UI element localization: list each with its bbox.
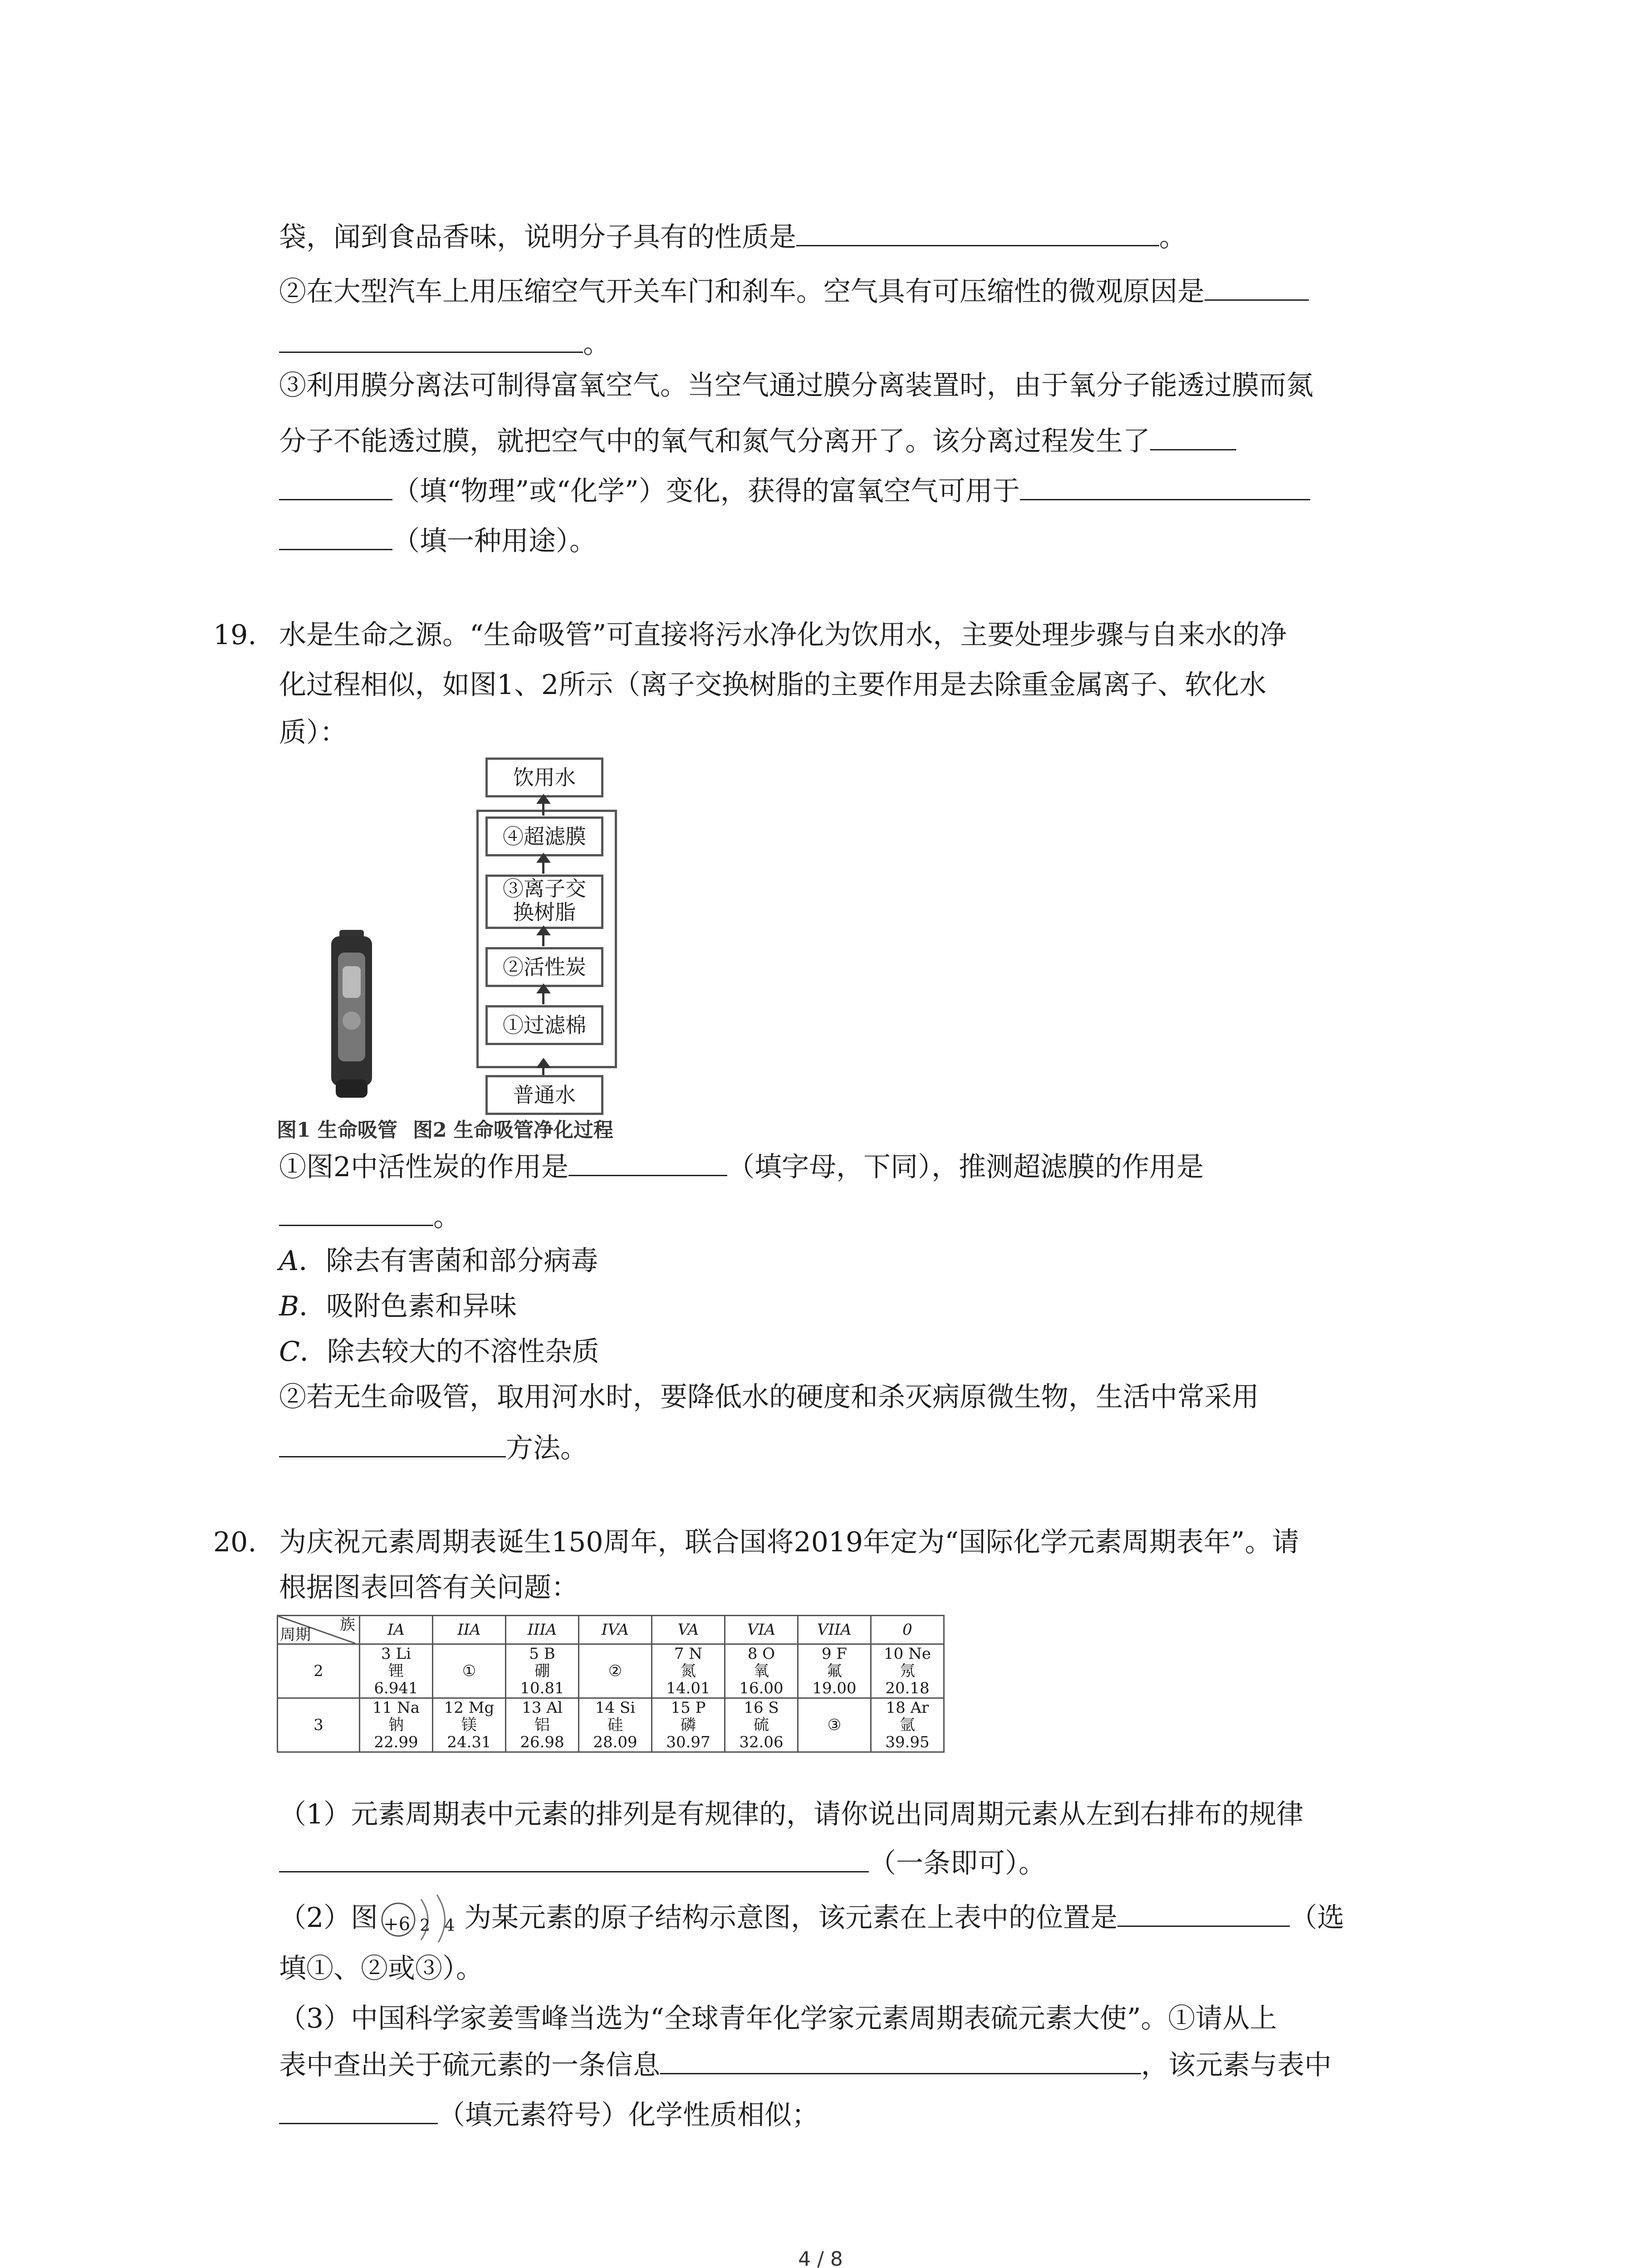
q20-line2: 根据图表回答有关问题： [279,1572,578,1603]
answer-blank[interactable] [1020,472,1310,500]
q20-p3-cont2: （填元素符号）化学性质相似； [279,2096,819,2133]
element-cell-line: 22.99 [374,1733,418,1751]
atom-structure-diagram: +6 2 4 [378,1901,464,1938]
answer-blank[interactable] [279,1198,433,1226]
flow-arrowhead [536,925,551,935]
answer-blank[interactable] [279,1429,506,1457]
element-cell-line: 14.01 [666,1679,710,1697]
element-cell-line: 15 P [671,1699,706,1717]
answer-blank[interactable] [1150,422,1236,450]
q20-line1: 为庆祝元素周期表诞生150周年，联合国将2019年定为“国际化学元素周期表年”。请 [279,1526,1299,1558]
element-cell-line: 镁 [461,1716,477,1734]
element-cell [360,1644,433,1698]
flow-step-2: ②活性炭 [485,947,603,987]
element-cell-line: 13 Al [522,1699,563,1717]
answer-blank[interactable] [279,522,392,550]
element-cell-line: 26.98 [520,1733,564,1751]
element-cell [579,1698,652,1752]
element-cell-line: ③ [827,1716,842,1734]
q18-line3: 。 [279,324,610,362]
element-cell-line: ① [462,1662,476,1680]
life-straw-image [322,930,381,1102]
element-cell-line: 11 Na [372,1699,420,1717]
page-number: 4 / 8 [798,2248,843,2268]
group-header: IIA [433,1616,506,1644]
element-cell [652,1644,725,1698]
element-cell-line: 氟 [827,1662,842,1680]
flow-step-1: ①过滤棉 [485,1005,603,1045]
element-cell-line: 30.97 [666,1733,710,1751]
element-cell-line: 8 O [747,1645,775,1663]
q19-line3: 质）： [279,717,347,748]
answer-blank[interactable] [660,2046,1141,2074]
flow-arrowhead [536,1058,551,1068]
question-number: 20. [213,1526,257,1558]
element-cell [725,1698,798,1752]
element-cell [725,1644,798,1698]
element-cell-line: 铝 [534,1716,550,1734]
table-row [278,1644,944,1698]
group-header: IIIA [506,1616,579,1644]
element-cell-line: 氩 [900,1716,915,1734]
element-cell [433,1698,506,1752]
q19-sub1: ①图2中活性炭的作用是 （填字母，下同），推测超滤膜的作用是 [279,1148,1204,1185]
group-header: VIA [725,1616,798,1644]
element-cell-line: 硼 [534,1662,550,1680]
element-cell-line: 20.18 [885,1679,930,1697]
element-cell-line: 钠 [388,1716,404,1734]
flow-output-box: 饮用水 [485,758,603,797]
group-header: 0 [871,1616,944,1644]
group-header: IA [360,1616,433,1644]
q18-line1: 袋，闻到食品香味，说明分子具有的性质是 。 [279,218,1186,255]
element-cell-line: 16 S [744,1699,779,1717]
q20-p3-cont: 表中查出关于硫元素的一条信息 ，该元素与表中 [279,2046,1332,2083]
group-header: VA [652,1616,725,1644]
q18-line4: ③利用膜分离法可制得富氧空气。当空气通过膜分离装置时，由于氧分子能透过膜而氮 [279,370,1313,401]
q18-line6: （填“物理”或“化学”）变化，获得的富氧空气可用于 [279,472,1310,509]
table-header-row [278,1616,944,1644]
element-cell-line: 16.00 [739,1679,784,1697]
element-cell [433,1644,506,1698]
flow-step-3: ③离子交 换树脂 [485,875,603,929]
q20-p2: （2）图 +6 2 4 为某元素的原子结构示意图，该元素在上表中的位置是 （选 [279,1898,1344,1938]
answer-blank[interactable] [1117,1898,1290,1927]
flow-step-4: ④超滤膜 [485,816,603,856]
element-cell-line: 氮 [681,1662,696,1680]
figure2-caption: 图2 生命吸管净化过程 [413,1119,613,1142]
element-cell-line: 3 Li [381,1645,411,1663]
element-cell-line: 10 Ne [884,1645,931,1663]
corner-cell: 族 周期 [278,1616,360,1644]
element-cell-line: 7 N [674,1645,703,1663]
q20-p3: （3）中国科学家姜雪峰当选为“全球青年化学家元素周期表硫元素大使”。①请从上 [279,2003,1277,2034]
element-cell-line: 9 F [821,1645,847,1663]
option-a: A．除去有害菌和部分病毒 [279,1245,598,1277]
element-cell-line: 5 B [529,1645,555,1663]
table-row [278,1698,944,1752]
element-cell-line: 锂 [388,1662,404,1680]
element-cell-line: 硅 [607,1716,623,1734]
element-cell-line: 氖 [900,1662,915,1680]
answer-blank[interactable] [279,1844,869,1872]
period-cell: 2 [278,1644,360,1698]
q18-line7: （填一种用途）。 [279,522,597,559]
q19-line2: 化过程相似，如图1、2所示（离子交换树脂的主要作用是去除重金属离子、软化水 [279,669,1267,701]
q19-line1: 水是生命之源。“生命吸管”可直接将污水净化为饮用水，主要处理步骤与自来水的净 [279,619,1287,651]
element-cell [506,1698,579,1752]
q19-sub2: ②若无生命吸管，取用河水时，要降低水的硬度和杀灭病原微生物，生活中常采用 [279,1381,1259,1413]
answer-blank[interactable] [279,2096,438,2124]
element-cell-line: 12 Mg [444,1699,495,1717]
element-cell-line: 6.941 [374,1679,418,1697]
q20-p1: （1）元素周期表中元素的排列是有规律的，请你说出同周期元素从左到右排布的规律 [279,1799,1304,1830]
option-b: B．吸附色素和异味 [279,1290,517,1322]
q18-line2: ②在大型汽车上用压缩空气开关车门和刹车。空气具有可压缩性的微观原因是 [279,272,1309,310]
flow-input-box: 普通水 [485,1075,603,1115]
q19-sub1-cont: 。 [279,1198,460,1235]
flow-arrowhead [536,853,551,863]
element-cell-line: 磷 [681,1716,696,1734]
period-cell: 3 [278,1698,360,1752]
answer-blank[interactable] [279,472,392,500]
element-cell-line: 24.31 [447,1733,491,1751]
group-header: VIIA [798,1616,871,1644]
element-cell [652,1698,725,1752]
answer-blank[interactable] [568,1148,727,1176]
answer-blank[interactable] [1205,272,1309,301]
group-header: IVA [579,1616,652,1644]
element-cell-line: 19.00 [812,1679,857,1697]
element-cell-line: 10.81 [520,1679,564,1697]
question-number: 19. [213,619,257,651]
q18-line5: 分子不能透过膜，就把空气中的氧气和氮气分离开了。该分离过程发生了 [279,422,1236,459]
figure1-caption: 图1 生命吸管 [277,1119,397,1142]
flow-arrowhead [536,983,551,993]
element-cell-line: 18 Ar [886,1699,929,1717]
element-cell-line: 硫 [754,1716,769,1734]
q20-p1-cont: （一条即可）。 [279,1844,1046,1882]
periodic-table [277,1615,945,1753]
element-cell [798,1698,871,1752]
element-cell-line: 32.06 [739,1733,784,1751]
element-cell [871,1644,944,1698]
answer-blank[interactable] [796,218,1159,246]
element-cell-line: 39.95 [885,1733,930,1751]
q20-p2-cont: 填①、②或③）。 [279,1953,483,1984]
element-cell-line: 氧 [754,1662,769,1680]
element-cell [871,1698,944,1752]
answer-blank[interactable] [279,324,583,353]
q19-sub2-cont: 方法。 [279,1429,588,1466]
element-cell [506,1644,579,1698]
element-cell-line: 28.09 [593,1733,637,1751]
life-straw-figure [277,748,685,1143]
element-cell [579,1644,652,1698]
element-cell [360,1698,433,1752]
flow-arrowhead [536,794,551,804]
element-cell [798,1644,871,1698]
element-cell-line: ② [608,1662,622,1680]
option-c: C．除去较大的不溶性杂质 [279,1336,599,1368]
element-cell-line: 14 Si [595,1699,636,1717]
